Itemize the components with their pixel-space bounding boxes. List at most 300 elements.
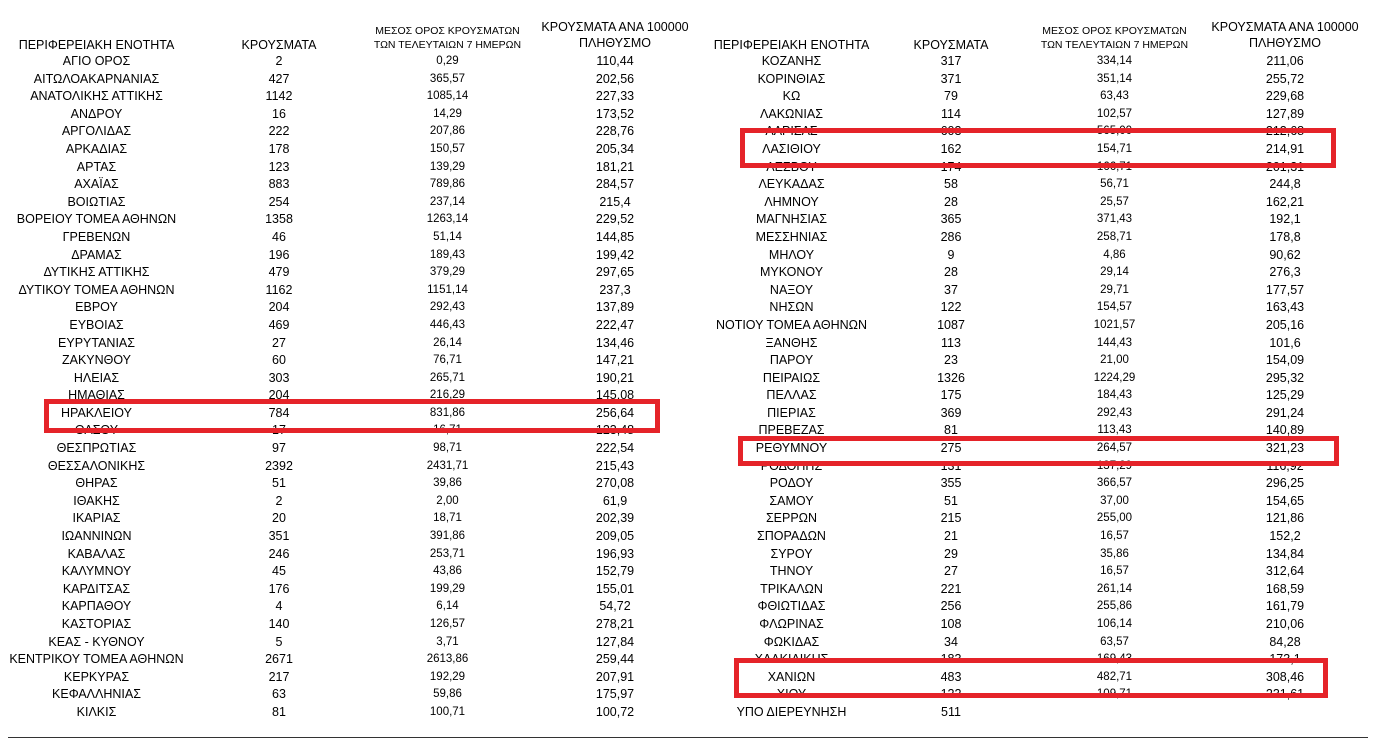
cell-cases: 351 xyxy=(268,529,290,544)
cell-per-100k: 84,28 xyxy=(1269,634,1301,649)
cell-per-100k: 125,29 xyxy=(1265,388,1305,403)
table-row xyxy=(0,458,695,476)
cell-avg-7d: 831,86 xyxy=(429,406,466,419)
cell-region: ΠΙΕΡΙΑΣ xyxy=(767,405,816,420)
cell-per-100k: 168,59 xyxy=(1265,581,1305,596)
cell-region: ΝΗΣΩΝ xyxy=(769,300,814,315)
table-row xyxy=(695,387,1385,405)
cell-region: ΚΑΛΥΜΝΟΥ xyxy=(61,564,132,579)
cell-region: ΚΕΡΚΥΡΑΣ xyxy=(63,669,130,684)
cell-region: ΚΑΡΔΙΤΣΑΣ xyxy=(62,581,131,596)
cell-cases: 51 xyxy=(272,476,286,491)
cell-avg-7d: 150,57 xyxy=(429,142,466,155)
cell-region: ΣΥΡΟΥ xyxy=(770,546,813,561)
cell-region: ΑΝΑΤΟΛΙΚΗΣ ΑΤΤΙΚΗΣ xyxy=(30,89,163,104)
cell-cases: 365 xyxy=(940,212,962,227)
table-row xyxy=(0,317,695,335)
cell-avg-7d: 565,00 xyxy=(1096,125,1133,138)
cell-cases: 37 xyxy=(944,282,958,297)
cell-cases: 479 xyxy=(268,265,290,280)
cell-cases: 204 xyxy=(268,300,290,315)
cell-region: ΔΥΤΙΚΗΣ ΑΤΤΙΚΗΣ xyxy=(43,265,150,280)
header-avg-line1: ΜΕΣΟΣ ΟΡΟΣ ΚΡΟΥΣΜΑΤΩΝ xyxy=(375,25,520,37)
table-row xyxy=(0,123,695,141)
cell-cases: 603 xyxy=(940,124,962,139)
header-region: ΠΕΡΙΦΕΡΕΙΑΚΗ ΕΝΟΤΗΤΑ xyxy=(713,38,870,52)
cell-per-100k: 140,89 xyxy=(1265,423,1305,438)
cell-cases: 215 xyxy=(940,511,962,526)
table-row xyxy=(695,616,1385,634)
cell-cases: 1358 xyxy=(265,212,293,227)
cell-cases: 174 xyxy=(940,159,962,174)
cell-avg-7d: 789,86 xyxy=(429,178,466,191)
cell-per-100k: 196,93 xyxy=(595,546,635,561)
cell-cases: 17 xyxy=(272,423,286,438)
cell-region: ΠΕΙΡΑΙΩΣ xyxy=(762,370,821,385)
table-row xyxy=(0,229,695,247)
table-row xyxy=(0,71,695,89)
cell-cases: 286 xyxy=(940,229,962,244)
table-row xyxy=(695,510,1385,528)
cell-per-100k: 161,79 xyxy=(1265,599,1305,614)
cell-region: ΠΑΡΟΥ xyxy=(769,353,814,368)
table-row xyxy=(0,53,695,71)
cell-per-100k: 321,23 xyxy=(1265,441,1305,456)
cell-avg-7d: 292,43 xyxy=(1096,406,1133,419)
cell-cases: 427 xyxy=(268,71,290,86)
cell-cases: 5 xyxy=(275,634,283,649)
cell-per-100k: 308,46 xyxy=(1265,669,1305,684)
table-row xyxy=(0,282,695,300)
cell-per-100k: 162,21 xyxy=(1265,194,1305,209)
cell-avg-7d: 16,71 xyxy=(433,424,462,437)
cell-avg-7d: 18,71 xyxy=(433,512,462,525)
table-row xyxy=(695,194,1385,212)
cell-avg-7d: 1224,29 xyxy=(1093,371,1136,384)
cell-avg-7d: 169,43 xyxy=(1096,653,1133,666)
cell-avg-7d: 2,00 xyxy=(436,494,459,507)
right-header xyxy=(695,14,1385,54)
cell-region: ΡΟΔΟΥ xyxy=(769,476,814,491)
cell-per-100k: 202,39 xyxy=(595,511,635,526)
cell-per-100k: 155,01 xyxy=(595,581,635,596)
cell-region: ΛΗΜΝΟΥ xyxy=(764,194,819,209)
cell-avg-7d: 76,71 xyxy=(433,354,462,367)
cell-cases: 483 xyxy=(940,669,962,684)
table-row xyxy=(695,475,1385,493)
cell-region: ΣΕΡΡΩΝ xyxy=(765,511,818,526)
cell-avg-7d: 137,29 xyxy=(1096,459,1133,472)
cell-cases: 2671 xyxy=(265,652,293,667)
table-row xyxy=(0,704,695,722)
table-row xyxy=(695,106,1385,124)
cell-avg-7d: 6,14 xyxy=(436,600,459,613)
cell-region: ΚΕΝΤΡΙΚΟΥ ΤΟΜΕΑ ΑΘΗΝΩΝ xyxy=(9,652,184,667)
cell-avg-7d: 1263,14 xyxy=(426,213,469,226)
cell-avg-7d: 43,86 xyxy=(433,565,462,578)
cell-cases: 2 xyxy=(275,54,283,68)
cell-avg-7d: 29,14 xyxy=(1100,266,1129,279)
cell-avg-7d: 56,71 xyxy=(1100,178,1129,191)
cell-per-100k: 215,43 xyxy=(595,458,635,473)
table-row xyxy=(695,211,1385,229)
cell-avg-7d: 237,14 xyxy=(429,195,466,208)
cell-per-100k: 210,06 xyxy=(1265,617,1305,631)
cell-per-100k: 177,57 xyxy=(1265,282,1305,297)
cell-region: ΦΘΙΩΤΙΔΑΣ xyxy=(757,599,826,614)
cell-avg-7d: 139,29 xyxy=(429,160,466,173)
cell-avg-7d: 258,71 xyxy=(1096,230,1133,243)
cell-cases: 222 xyxy=(268,124,290,139)
cell-cases: 81 xyxy=(272,704,286,719)
cell-per-100k: 134,46 xyxy=(595,335,635,350)
table-row xyxy=(0,546,695,564)
cell-region: ΑΧΑΪΑΣ xyxy=(74,177,119,192)
cell-avg-7d: 29,71 xyxy=(1100,283,1129,296)
cell-region: ΘΕΣΠΡΩΤΙΑΣ xyxy=(56,441,137,456)
cell-cases: 204 xyxy=(268,388,290,403)
cell-avg-7d: 482,71 xyxy=(1096,670,1133,683)
cell-per-100k: 123,48 xyxy=(595,423,635,438)
cell-avg-7d: 109,71 xyxy=(1096,688,1133,701)
table-row xyxy=(695,229,1385,247)
cell-avg-7d: 100,71 xyxy=(429,705,466,718)
cell-cases: 27 xyxy=(944,564,958,579)
cell-region: ΚΑΣΤΟΡΙΑΣ xyxy=(61,617,132,631)
cell-region: ΧΑΛΚΙΔΙΚΗΣ xyxy=(754,652,829,667)
cell-cases: 23 xyxy=(944,353,958,368)
cell-avg-7d: 264,57 xyxy=(1096,442,1133,455)
cell-cases: 246 xyxy=(268,546,290,561)
cell-region: ΚΑΒΑΛΑΣ xyxy=(67,546,126,561)
table-row xyxy=(695,581,1385,599)
cell-avg-7d: 63,43 xyxy=(1100,90,1129,103)
cell-per-100k: 61,9 xyxy=(602,493,628,508)
cell-region: ΝΟΤΙΟΥ ΤΟΜΕΑ ΑΘΗΝΩΝ xyxy=(715,317,868,332)
cell-cases: 81 xyxy=(944,423,958,438)
cell-per-100k: 270,08 xyxy=(595,476,635,491)
cell-avg-7d: 366,57 xyxy=(1096,477,1133,490)
cell-per-100k: 222,54 xyxy=(595,441,635,456)
table-row xyxy=(0,581,695,599)
table-row xyxy=(0,510,695,528)
table-row xyxy=(0,247,695,265)
cell-cases: 60 xyxy=(272,353,286,368)
cell-cases: 58 xyxy=(944,177,958,192)
cell-cases: 34 xyxy=(944,634,958,649)
table-row xyxy=(695,598,1385,616)
cell-cases: 51 xyxy=(944,493,958,508)
table-row xyxy=(695,159,1385,177)
cell-region: ΣΑΜΟΥ xyxy=(769,493,814,508)
cell-per-100k: 201,31 xyxy=(1265,159,1305,174)
cell-avg-7d: 379,29 xyxy=(429,266,466,279)
cell-per-100k: 147,21 xyxy=(595,353,635,368)
cell-avg-7d: 184,43 xyxy=(1096,389,1133,402)
cell-avg-7d: 154,57 xyxy=(1096,301,1133,314)
cell-avg-7d: 16,57 xyxy=(1100,565,1129,578)
cell-per-100k: 205,16 xyxy=(1265,317,1305,332)
cell-per-100k: 154,65 xyxy=(1265,493,1305,508)
table-row xyxy=(0,563,695,581)
cell-cases: 883 xyxy=(268,177,290,192)
cell-per-100k: 205,34 xyxy=(595,141,635,156)
cell-region: ΕΥΒΟΙΑΣ xyxy=(69,317,124,332)
cell-per-100k: 209,05 xyxy=(595,529,635,544)
cell-per-100k: 278,21 xyxy=(595,617,635,631)
cell-region: ΑΝΔΡΟΥ xyxy=(70,106,123,121)
cell-per-100k: 237,3 xyxy=(599,282,631,297)
cell-cases: 20 xyxy=(272,511,286,526)
cell-region: ΒΟΡΕΙΟΥ ΤΟΜΕΑ ΑΘΗΝΩΝ xyxy=(16,212,177,227)
table-row xyxy=(695,546,1385,564)
cell-per-100k: 229,52 xyxy=(595,212,635,227)
cell-avg-7d: 1021,57 xyxy=(1093,318,1136,331)
cell-per-100k: 175,97 xyxy=(595,687,635,702)
cell-region: ΑΡΓΟΛΙΔΑΣ xyxy=(61,124,132,139)
cell-cases: 108 xyxy=(940,617,962,631)
table-row xyxy=(0,88,695,106)
cell-per-100k: 297,65 xyxy=(595,265,635,280)
table-row xyxy=(0,634,695,652)
cell-avg-7d: 113,43 xyxy=(1097,424,1132,437)
table-row xyxy=(695,686,1385,704)
cell-per-100k: 134,84 xyxy=(1265,546,1305,561)
cell-avg-7d: 59,86 xyxy=(433,688,462,701)
cell-cases: 275 xyxy=(940,441,962,456)
cell-cases: 196 xyxy=(268,247,290,262)
table-row xyxy=(695,352,1385,370)
cell-per-100k: 207,91 xyxy=(595,669,635,684)
cell-per-100k: 199,42 xyxy=(595,247,635,262)
table-row xyxy=(695,563,1385,581)
cell-cases: 1162 xyxy=(265,282,293,297)
table-row xyxy=(0,299,695,317)
cell-cases: 303 xyxy=(268,370,290,385)
cell-cases: 784 xyxy=(268,405,290,420)
cell-cases: 97 xyxy=(272,441,286,456)
table-row xyxy=(0,106,695,124)
cell-cases: 21 xyxy=(944,529,958,544)
cell-cases: 2392 xyxy=(265,458,293,473)
cell-avg-7d: 371,43 xyxy=(1096,213,1133,226)
cell-region: ΜΥΚΟΝΟΥ xyxy=(759,265,824,280)
cell-cases: 4 xyxy=(275,599,283,614)
cell-cases: 2 xyxy=(275,493,283,508)
cell-cases: 28 xyxy=(944,194,958,209)
cell-per-100k: 121,86 xyxy=(1265,511,1305,526)
cell-region: ΝΑΞΟΥ xyxy=(769,282,814,297)
table-row xyxy=(0,352,695,370)
cell-per-100k: 222,47 xyxy=(595,317,635,332)
table-row xyxy=(695,247,1385,265)
cell-cases: 1087 xyxy=(937,317,965,332)
cell-avg-7d: 192,29 xyxy=(429,670,466,683)
cell-cases: 140 xyxy=(268,617,290,631)
cell-cases: 63 xyxy=(272,687,286,702)
cell-region: ΔΡΑΜΑΣ xyxy=(71,247,122,262)
cell-avg-7d: 102,57 xyxy=(1096,107,1133,120)
cell-avg-7d: 144,43 xyxy=(1096,336,1133,349)
table-row xyxy=(0,669,695,687)
cell-region: ΙΚΑΡΙΑΣ xyxy=(72,511,121,526)
table-row xyxy=(695,123,1385,141)
header-avg-line2: ΤΩΝ ΤΕΛΕΥΤΑΙΩΝ 7 ΗΜΕΡΩΝ xyxy=(373,39,522,51)
table-row xyxy=(0,475,695,493)
cell-per-100k: 163,43 xyxy=(1265,300,1305,315)
header-cases: ΚΡΟΥΣΜΑΤΑ xyxy=(913,38,989,52)
cell-cases: 183 xyxy=(940,652,962,667)
table-row xyxy=(0,422,695,440)
table-row xyxy=(695,299,1385,317)
cell-avg-7d: 4,86 xyxy=(1103,248,1126,261)
table-row xyxy=(0,651,695,669)
table-row xyxy=(0,493,695,511)
table-row xyxy=(0,141,695,159)
table-row xyxy=(0,598,695,616)
cell-per-100k: 215,4 xyxy=(599,194,631,209)
cell-region: ΑΙΤΩΛΟΑΚΑΡΝΑΝΙΑΣ xyxy=(33,71,160,86)
cell-per-100k: 110,44 xyxy=(596,54,634,68)
cell-cases: 45 xyxy=(272,564,286,579)
cell-per-100k: 255,72 xyxy=(1265,71,1305,86)
cell-per-100k: 190,21 xyxy=(595,370,635,385)
cell-cases: 122 xyxy=(940,300,962,315)
table-row xyxy=(695,634,1385,652)
table-row xyxy=(0,387,695,405)
table-row xyxy=(0,335,695,353)
cell-region: ΛΑΡΙΣΑΣ xyxy=(765,124,818,139)
cell-avg-7d: 3,71 xyxy=(436,635,459,648)
cell-avg-7d: 98,71 xyxy=(433,442,462,455)
cell-region: ΙΩΑΝΝΙΝΩΝ xyxy=(61,529,132,544)
cell-region: ΕΒΡΟΥ xyxy=(75,300,118,315)
table-row xyxy=(0,686,695,704)
cell-avg-7d: 106,14 xyxy=(1096,618,1133,630)
right-rows xyxy=(695,53,1385,722)
cell-avg-7d: 189,43 xyxy=(429,248,466,261)
table-row xyxy=(695,458,1385,476)
left-rows xyxy=(0,53,695,722)
table-row xyxy=(0,405,695,423)
cell-region: ΓΡΕΒΕΝΩΝ xyxy=(62,229,131,244)
table-row xyxy=(0,211,695,229)
cell-per-100k: 100,72 xyxy=(595,704,635,719)
cell-per-100k: 212,68 xyxy=(1265,124,1305,139)
cell-region: ΜΑΓΝΗΣΙΑΣ xyxy=(756,212,827,227)
cell-region: ΛΑΣΙΘΙΟΥ xyxy=(762,141,821,156)
cell-per-100k: 229,68 xyxy=(1265,89,1305,104)
cell-per-100k: 192,1 xyxy=(1269,212,1301,227)
cell-cases: 355 xyxy=(940,476,962,491)
cell-cases: 16 xyxy=(272,106,286,121)
table-row xyxy=(695,651,1385,669)
cell-region: ΧΙΟΥ xyxy=(776,687,807,702)
cell-region: ΗΡΑΚΛΕΙΟΥ xyxy=(61,405,132,420)
cell-cases: 114 xyxy=(941,106,961,121)
cell-region: ΚΩ xyxy=(782,89,801,104)
cell-region: ΛΕΣΒΟΥ xyxy=(766,159,817,174)
cell-per-100k: 54,72 xyxy=(599,599,631,614)
cell-cases: 131 xyxy=(940,458,962,473)
cell-cases: 46 xyxy=(272,229,286,244)
cell-region: ΥΠΟ ΔΙΕΡΕΥΝΗΣΗ xyxy=(736,704,847,719)
cell-cases: 29 xyxy=(944,546,958,561)
cell-avg-7d: 37,00 xyxy=(1100,494,1129,507)
cell-avg-7d: 216,29 xyxy=(429,389,466,402)
cell-avg-7d: 51,14 xyxy=(433,230,462,243)
cell-cases: 1326 xyxy=(937,370,965,385)
cell-per-100k: 144,85 xyxy=(595,229,635,244)
cell-region: ΞΑΝΘΗΣ xyxy=(765,335,818,350)
cell-region: ΠΡΕΒΕΖΑΣ xyxy=(758,423,825,438)
cell-avg-7d: 351,14 xyxy=(1096,72,1133,85)
cell-per-100k: 154,09 xyxy=(1265,353,1305,368)
table-row xyxy=(695,71,1385,89)
cell-cases: 371 xyxy=(940,71,962,86)
cell-region: ΤΗΝΟΥ xyxy=(769,564,814,579)
cell-avg-7d: 126,57 xyxy=(429,618,466,630)
cell-cases: 254 xyxy=(268,194,290,209)
cell-region: ΛΑΚΩΝΙΑΣ xyxy=(760,106,823,121)
cell-avg-7d: 261,14 xyxy=(1096,582,1133,595)
cell-per-100k: 244,8 xyxy=(1269,177,1301,192)
cell-per-100k: 90,62 xyxy=(1269,247,1301,262)
cell-per-100k: 295,32 xyxy=(1265,370,1305,385)
table-row xyxy=(0,264,695,282)
cell-per-100k: 173,1 xyxy=(1269,652,1301,667)
cell-per-100k: 256,64 xyxy=(595,405,635,420)
cell-cases: 28 xyxy=(944,265,958,280)
header-per100k-line1: ΚΡΟΥΣΜΑΤΑ ΑΝΑ 100000 xyxy=(541,20,689,34)
cell-per-100k: 214,91 xyxy=(1265,141,1305,156)
cell-avg-7d: 21,00 xyxy=(1100,354,1129,367)
cell-region: ΤΡΙΚΑΛΩΝ xyxy=(760,581,823,596)
cell-avg-7d: 14,29 xyxy=(433,107,462,120)
table-row xyxy=(0,528,695,546)
cell-avg-7d: 2431,71 xyxy=(426,459,469,472)
cell-cases: 317 xyxy=(940,54,962,68)
cell-region: ΗΛΕΙΑΣ xyxy=(73,370,120,385)
cell-cases: 122 xyxy=(940,687,962,702)
cell-per-100k: 296,25 xyxy=(1265,476,1305,491)
cell-cases: 175 xyxy=(940,388,962,403)
cell-cases: 79 xyxy=(944,89,958,104)
table-row xyxy=(695,176,1385,194)
cell-per-100k: 259,44 xyxy=(595,652,635,667)
header-avg-line1: ΜΕΣΟΣ ΟΡΟΣ ΚΡΟΥΣΜΑΤΩΝ xyxy=(1042,25,1187,37)
header-region: ΠΕΡΙΦΕΡΕΙΑΚΗ ΕΝΟΤΗΤΑ xyxy=(18,38,175,52)
cell-region: ΘΕΣΣΑΛΟΝΙΚΗΣ xyxy=(47,458,146,473)
cell-avg-7d: 292,43 xyxy=(429,301,466,314)
table-row xyxy=(695,422,1385,440)
cell-avg-7d: 255,86 xyxy=(1096,600,1133,613)
cell-per-100k: 173,52 xyxy=(595,106,635,121)
cell-avg-7d: 1151,14 xyxy=(427,283,468,296)
table-row xyxy=(0,440,695,458)
cell-avg-7d: 265,71 xyxy=(429,371,466,384)
cell-region: ΛΕΥΚΑΔΑΣ xyxy=(758,177,825,192)
cell-avg-7d: 199,29 xyxy=(429,582,466,595)
table-row xyxy=(695,141,1385,159)
cell-per-100k: 312,64 xyxy=(1265,564,1305,579)
table-row xyxy=(695,53,1385,71)
cell-per-100k: 152,79 xyxy=(595,564,635,579)
cell-per-100k: 231,61 xyxy=(1265,687,1305,702)
cell-per-100k: 211,06 xyxy=(1266,54,1304,68)
cell-region: ΡΟΔΟΠΗΣ xyxy=(760,458,823,473)
cell-region: ΚΙΛΚΙΣ xyxy=(76,704,117,719)
